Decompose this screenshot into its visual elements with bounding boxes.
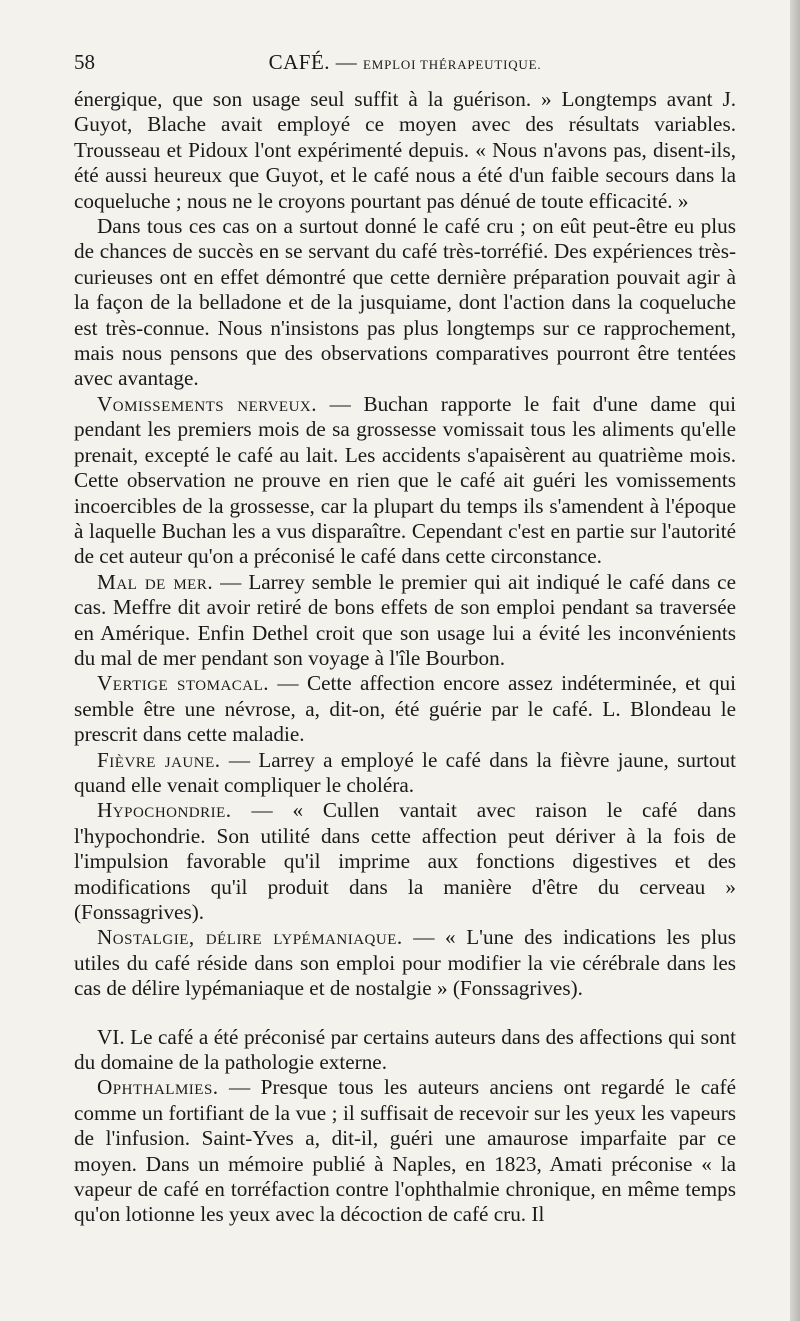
running-title-sub: EMPLOI THÉRAPEUTIQUE. <box>363 57 542 72</box>
paragraph-text: Dans tous ces cas on a surtout donné le café cru ; on eût peut-être eu plus de chances de succès en se servant du café très-torréfié. Des expériences très-curieuses ont en effet démontré que cette dernière préparation pouvait agir à la façon de la belladone et de la jusquiame, dont l'action dans la coqueluche est très-connue. Nous n'insistons pas plus longtemps sur ce rapprochement, mais nous pensons que des observations comparatives pourront être tentées avec avantage. <box>74 214 736 391</box>
paragraph-heading: Mal de mer. <box>97 569 214 594</box>
paragraph-heading: Vomissements nerveux. <box>97 391 318 416</box>
paragraph-text: énergique, que son usage seul suffit à la guérison. » Longtemps avant J. Guyot, Blache avait employé ce moyen avec des résultats variables. Trousseau et Pidoux l'ont expérimenté depuis. « Nous n'avons pas, disent-ils, été aussi heureux que Guyot, et le café nous a été d'un faible secours dans la coqueluche ; nous ne le croyons pourtant pas dénué de toute efficacité. » <box>74 87 736 213</box>
page-edge-shadow <box>790 0 800 1321</box>
paragraph-heading: Ophthalmies. <box>97 1075 219 1100</box>
body-text <box>74 87 736 1228</box>
paragraph <box>74 392 736 570</box>
running-title-dash: — <box>335 50 358 74</box>
running-header <box>74 50 736 84</box>
section-gap <box>74 1002 736 1025</box>
paragraph-heading: Hypochondrie. <box>97 798 232 823</box>
paragraph-heading: Vertige stomacal. <box>97 671 270 696</box>
paragraph <box>74 87 736 214</box>
paragraph <box>74 671 736 747</box>
paragraph <box>74 925 736 1001</box>
paragraph-text: VI. Le café a été préconisé par certains auteurs dans des affections qui sont du domaine de la pathologie externe. <box>74 1024 736 1075</box>
paragraph-text: — Larrey semble le premier qui ait indiqué le café dans ce cas. Meffre dit avoir retiré de bons effets de son emploi pendant sa traversée en Amérique. Enfin Dethel croit que son usage lui a évité les inconvénients du mal de mer pendant son voyage à l'île Bourbon. <box>74 569 736 670</box>
paragraph-heading: Fièvre jaune. <box>97 747 221 772</box>
paragraph <box>74 798 736 925</box>
running-title <box>74 50 736 75</box>
paragraph-text: — « Cullen vantait avec raison le café dans l'hypochondrie. Son utilité dans cette affection peut dériver à la fois de l'impulsion favorable qu'il imprime aux fonctions digestives et des modifications qu'il produit dans la manière d'être du cerveau » (Fonssagrives). <box>74 798 736 924</box>
paragraph-text: — Cette affection encore assez indéterminée, et qui semble être une névrose, a, dit-on, été guérie par le café. L. Blondeau le prescrit dans cette maladie. <box>74 671 736 747</box>
paragraph <box>74 570 736 672</box>
paragraph <box>74 748 736 799</box>
running-title-main: CAFÉ. <box>268 50 331 74</box>
paragraph-heading: Nostalgie, délire lypémaniaque. <box>97 925 403 950</box>
paragraph-text: — « L'une des indications les plus utiles du café réside dans son emploi pour modifier la vie cérébrale dans les cas de délire lypémaniaque et de nostalgie » (Fonssagrives). <box>74 925 736 1001</box>
paragraph-text: — Buchan rapporte le fait d'une dame qui pendant les premiers mois de sa grossesse vomissait tous les aliments qu'elle prenait, excepté le café au lait. Les accidents s'apaisèrent au quatrième mois. Cette observation ne prouve en rien que le café ait guéri les vomissements incoercibles de la grossesse, car la plupart du temps ils s'amendent à l'époque à laquelle Buchan les a vus disparaître. Cependant c'est en partie sur l'autorité de cet auteur qu'on a préconisé le café dans cette circonstance. <box>74 391 736 569</box>
page-number: 58 <box>74 50 95 74</box>
paragraph-text: — Larrey a employé le café dans la fièvre jaune, surtout quand elle venait compliquer le choléra. <box>74 747 736 797</box>
paragraph <box>74 1025 736 1076</box>
paragraph-text: — Presque tous les auteurs anciens ont regardé le café comme un fortifiant de la vue ; il suffisait de recevoir sur les yeux les vapeurs de l'infusion. Saint-Yves a, dit-il, guéri une amaurose imparfaite par ce moyen. Dans un mémoire publié à Naples, en 1823, Amati préconise « la vapeur de café en torréfaction contre l'ophthalmie chronique, en même temps qu'on lotionne les yeux avec la décoction de café cru. Il <box>74 1075 736 1227</box>
paragraph <box>74 214 736 392</box>
paragraph <box>74 1075 736 1227</box>
